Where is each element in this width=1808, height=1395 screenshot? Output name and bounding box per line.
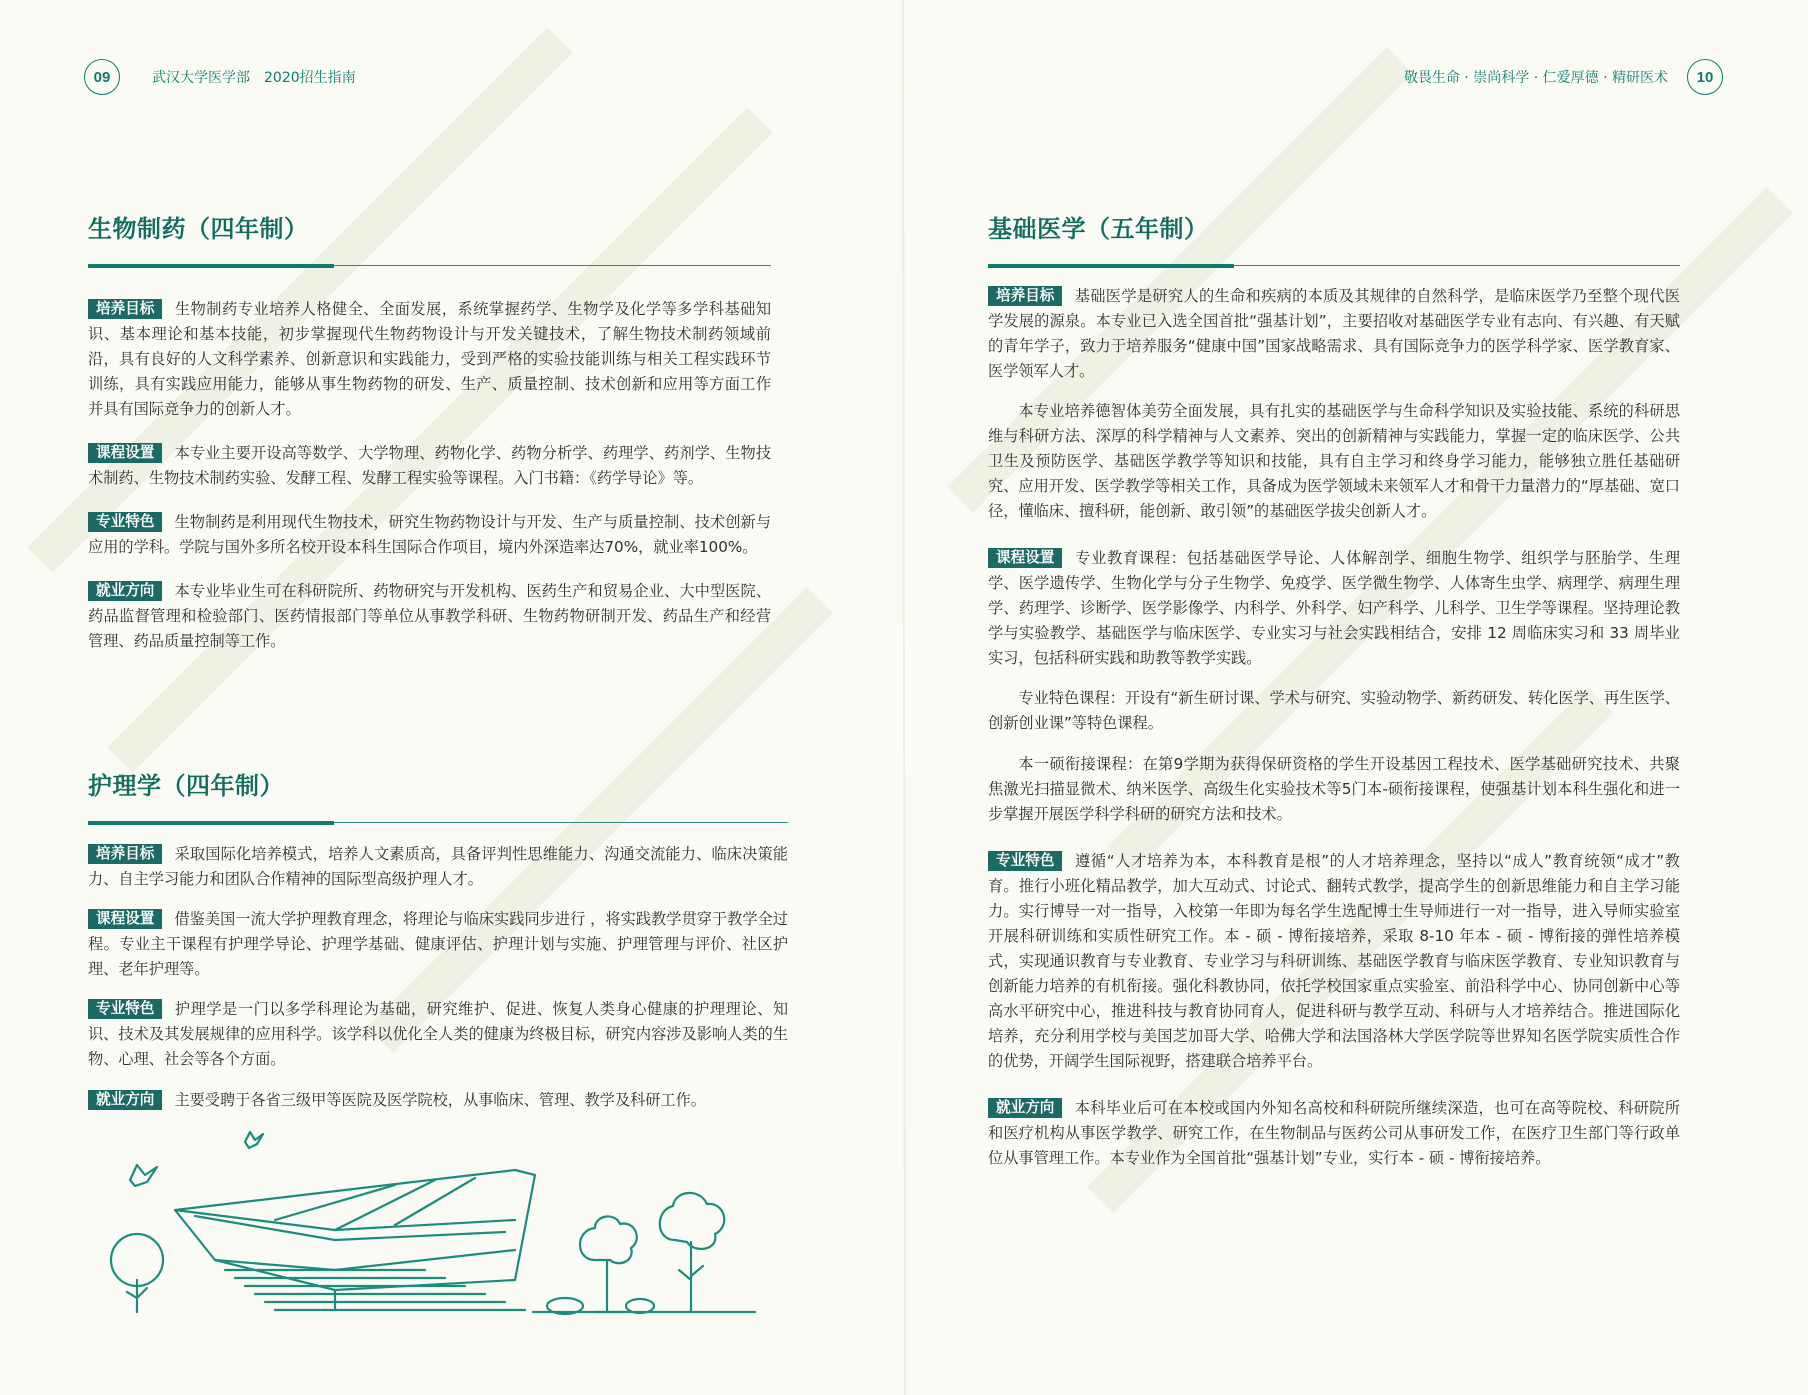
section-biopharmaceutics (88, 213, 771, 669)
career-direction: 就业方向 主要受聘于各省三级甲等医院及医学院校，从事临床、管理、教学及科研工作。 (88, 1088, 788, 1113)
brochure-title: 武汉大学医学部 2020招生指南 (152, 70, 356, 86)
section-title: 生物制药（四年制） (88, 215, 309, 243)
section-title: 护理学（四年制） (88, 772, 284, 800)
training-goal: 培养目标 基础医学是研究人的生命和疾病的本质及其规律的自然科学，是临床医学乃至整个现代医学发展的源泉。本专业已入选全国首批“强基计划”，主要招收对基础医学专业有志向、有兴趣、有天赋的青年学子，致力于培养服务“健康中国”国家战略需求、具有国际竞争力的医学科学家、医学教育家、医学领军人才。 (988, 287, 1680, 380)
title-underline (988, 264, 1680, 268)
bird-icon (245, 1132, 263, 1148)
career-direction: 就业方向 本科毕业后可在本校或国内外知名高校和科研院所继续深造，也可在高等院校、科研院所和医疗机构从事医学教学、研究工作，在生物制品与医药公司从事研发工作，在医疗卫生部门等行政单位从事管理工作。本专业作为全国首批“强基计划”专业，实行本 - 硕 - 博衔接培养。 (988, 1098, 1680, 1167)
label-badge: 专业特色 (88, 999, 162, 1019)
section-nursing (88, 770, 788, 1128)
label-badge: 培养目标 (88, 844, 162, 864)
campus-building-illustration (95, 1120, 775, 1320)
section-basic-medicine (988, 213, 1680, 1186)
title-underline (88, 264, 771, 268)
label-badge: 培养目标 (988, 286, 1062, 306)
program-features: 专业特色 护理学是一门以多学科理论为基础，研究维护、促进、恢复人类身心健康的护理理论、知识、技术及其发展规律的应用科学。该学科以优化全人类的健康为终极目标，研究内容涉及影响人类的生物、心理、社会等各个方面。 (88, 1000, 788, 1069)
label-badge: 课程设置 (988, 548, 1062, 568)
career-direction: 就业方向 本专业毕业生可在科研院所、药物研究与开发机构、医药生产和贸易企业、大中型医院、药品监督管理和检验部门、医药情报部门等单位从事教学科研、生物药物研制开发、药品生产和经营管理、药品质量控制等工作。 (88, 582, 771, 650)
featured-courses: 专业特色课程：开设有“新生研讨课、学术与研究、实验动物学、新药研发、转化医学、再生医学、创新创业课”等特色课程。 (988, 689, 1680, 733)
label-badge: 就业方向 (988, 1098, 1062, 1118)
section-title: 基础医学（五年制） (988, 215, 1209, 243)
label-badge: 就业方向 (88, 581, 162, 601)
label-badge: 专业特色 (988, 851, 1062, 871)
program-features: 专业特色 遵循“人才培养为本，本科教育是根”的人才培养理念，坚持以“成人”教育统领“成才”教育。推行小班化精品教学，加大互动式、讨论式、翻转式教学，提高学生的创新思维能力和自主学习能力。实行博导一对一指导，入校第一年即为每名学生选配博士生导师进行一对一指导，进入导师实验室开展科研训练和实质性研究工作。本 - 硕 - 博衔接培养，采取 8-10 年本 - 硕 - 博衔接的弹性培养模式，实现通识教育与专业教育、专业学习与科研训练、基础医学教育与临床医学教育、专业知识教育与创新能力培养的有机衔接。强化科教协同，依托学校国家重点实验室、前沿科学中心、协同创新中心等高水平研究中心，推进科技与教育协同育人，促进科研与教学互动、科研与人才培养结合。推进国际化培养，充分利用学校与美国芝加哥大学、哈佛大学和法国洛林大学医学院等世界知名医学院实质性合作的优势，开阔学生国际视野，搭建联合培养平台。 (988, 851, 1680, 1070)
slogan: 敬畏生命 · 崇尚科学 · 仁爱厚德 · 精研医术 (1403, 70, 1668, 86)
page-number-right: 10 (1687, 59, 1723, 95)
training-goal: 培养目标 生物制药专业培养人格健全、全面发展，系统掌握药学、生物学及化学等多学科基础知识、基本理论和基本技能，初步掌握现代生物药物设计与开发关键技术，了解生物技术制药领域前沿，具有良好的人文科学素养、创新意识和实践能力，受到严格的实验技能训练与相关工程实践环节训练，具有实践应用能力，能够从事生物药物的研发、生产、质量控制、技术创新和应用等方面工作并具有国际竞争力的创新人才。 (88, 300, 771, 418)
tree-icon (660, 1193, 725, 1249)
curriculum: 课程设置 借鉴美国一流大学护理教育理念，将理论与临床实践同步进行 ，将实践教学贯穿于教学全过程。专业主干课程有护理学导论、护理学基础、健康评估、护理计划与实施、护理管理与评价、社区护理、老年护理等。 (88, 910, 788, 979)
program-features: 专业特色 生物制药是利用现代生物技术，研究生物药物设计与开发、生产与质量控制、技术创新与应用的学科。学院与国外多所名校开设本科生国际合作项目，境内外深造率达70%，就业率100%。 (88, 513, 771, 556)
tree-icon (111, 1234, 163, 1286)
title-underline (88, 821, 788, 825)
training-goal-detail: 本专业培养德智体美劳全面发展，具有扎实的基础医学与生命科学知识及实验技能、系统的科研思维与科研方法、深厚的科学精神与人文素养、突出的创新精神与实践能力，掌握一定的临床医学、公共卫生及预防医学、基础医学教学等知识和技能，具有自主学习和终身学习能力，能够独立胜任基础研究、应用开发、医学教学等相关工作，具备成为医学领域未来领军人才和骨干力量潜力的“厚基础、宽口径，懂临床、擅科研，能创新、敢引领”的基础医学拔尖创新人才。 (988, 402, 1680, 521)
curriculum: 课程设置 专业教育课程：包括基础医学导论、人体解剖学、细胞生物学、组织学与胚胎学、生理学、医学遗传学、生物化学与分子生物学、免疫学、医学微生物学、人体寄生虫学、病理学、病理生理学、药理学、诊断学、医学影像学、内科学、外科学、妇产科学、儿科学、卫生学等课程。坚持理论教学与实验教学、基础医学与临床医学、专业实习与社会实践相结合，安排 12 周临床实习和 33 周毕业实习，包括科研实践和助教等教学实践。 (988, 549, 1680, 668)
label-badge: 培养目标 (88, 299, 162, 319)
training-goal: 培养目标 采取国际化培养模式，培养人文素质高，具备评判性思维能力、沟通交流能力、临床决策能力、自主学习能力和团队合作精神的国际型高级护理人才。 (88, 845, 788, 888)
curriculum: 课程设置 本专业主要开设高等数学、大学物理、药物化学、药物分析学、药理学、药剂学、生物技术制药、生物技术制药实验、发酵工程、发酵工程实验等课程。入门书籍：《药学导论》等。 (88, 444, 771, 487)
page-number-left: 09 (84, 59, 120, 95)
label-badge: 就业方向 (88, 1090, 162, 1110)
bird-icon (130, 1165, 157, 1186)
label-badge: 课程设置 (88, 443, 162, 463)
label-badge: 专业特色 (88, 512, 162, 532)
bachelor-master-courses: 本一硕衔接课程：在第9学期为获得保研资格的学生开设基因工程技术、医学基础研究技术、共聚焦激光扫描显微术、纳米医学、高级生化实验技术等5门本-硕衔接课程，使强基计划本科生强化和进一步掌握开展医学科学科研的研究方法和技术。 (988, 754, 1680, 823)
label-badge: 课程设置 (88, 909, 162, 929)
tree-icon (580, 1216, 637, 1263)
